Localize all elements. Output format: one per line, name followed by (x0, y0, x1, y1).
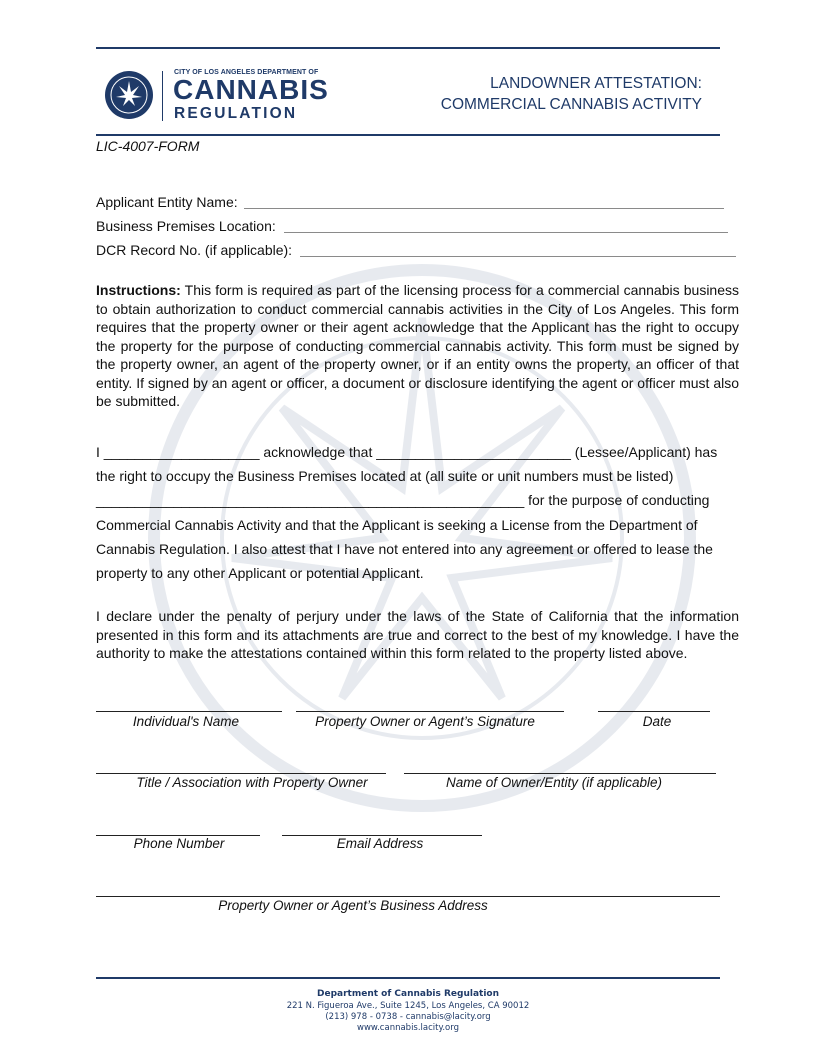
owner-entity-name-label: Name of Owner/Entity (if applicable) (445, 775, 663, 790)
dcr-record-no-field[interactable] (300, 256, 736, 257)
applicant-entity-name-field[interactable] (244, 208, 724, 209)
owner-entity-name-line[interactable] (404, 773, 716, 774)
instructions-text: This form is required as part of the licensing process for a commercial cannabis business to obtain authorization to conduct commercial cannabis activities in the City of Los Angeles. This form requires that the property owner or their agent acknowledge that the Applicant has the right to occupy the property for the purpose of conducting commercial cannabis activity. This form must be signed by the property owner, an agent of the property owner, or if an entity owns the property, an officer of that entity. If signed by an agent or officer, a document or disclosure identifying the agent or officer must also be submitted. (96, 282, 739, 409)
instructions-paragraph (96, 281, 739, 411)
attestation-line: the right to occupy the Business Premises located at (all suite or unit numbers must be listed) (96, 468, 674, 484)
logo-divider (162, 71, 163, 121)
logo-org-regulation: REGULATION (174, 105, 298, 122)
title-association-line[interactable] (96, 773, 386, 774)
owner-signature-label: Property Owner or Agent’s Signature (315, 714, 535, 729)
footer-website[interactable]: www.cannabis.lacity.org (357, 1023, 459, 1033)
attestation-line: Commercial Cannabis Activity and that the Applicant is seeking a License from the Department of (96, 517, 698, 533)
header-bottom-rule (96, 134, 720, 136)
footer-address: 221 N. Figueroa Ave., Suite 1245, Los Angeles, CA 90012 (286, 1001, 530, 1011)
attestation-line[interactable]: _______________________________________________________ for the purpose of conducting (96, 492, 710, 508)
logo-org-small: CITY OF LOS ANGELES DEPARTMENT OF (174, 69, 319, 76)
business-address-label: Property Owner or Agent’s Business Address (218, 898, 488, 913)
footer-contact: (213) 978 - 0738 - cannabis@lacity.org (325, 1012, 491, 1022)
declaration-paragraph: I declare under the penalty of perjury under the laws of the State of California that the information presented in this form and its attachments are true and correct to the best of my knowledge. I have the authority to make the attestations contained within this form related to the property listed above. (96, 608, 739, 661)
owner-signature-line[interactable] (296, 711, 564, 712)
phone-label: Phone Number (133, 836, 225, 851)
email-label: Email Address (336, 836, 424, 851)
business-premises-location-field[interactable] (284, 232, 728, 233)
footer-rule (96, 977, 720, 979)
business-address-line[interactable] (96, 896, 720, 897)
dcr-seal-logo (104, 70, 154, 120)
logo-org-name: CANNABIS (173, 74, 329, 105)
date-label: Date (642, 714, 672, 729)
dcr-record-no-label: DCR Record No. (if applicable): (96, 242, 293, 258)
title-association-label: Title / Association with Property Owner (136, 775, 368, 790)
applicant-entity-name-label: Applicant Entity Name: (96, 194, 238, 210)
form-id: LIC-4007-FORM (96, 138, 200, 154)
instructions-label: Instructions: (96, 282, 181, 298)
individual-name-line[interactable] (96, 711, 282, 712)
footer-dept: Department of Cannabis Regulation (317, 989, 499, 999)
attestation-line: Cannabis Regulation. I also attest that I have not entered into any agreement or offered to lease the (96, 541, 713, 557)
business-premises-location-label: Business Premises Location: (96, 218, 276, 234)
header-top-rule (96, 47, 720, 49)
attestation-line[interactable]: I ____________________ acknowledge that _________________________ (Lessee/Applicant) has (96, 444, 718, 460)
date-line[interactable] (598, 711, 710, 712)
form-title-line2: COMMERCIAL CANNABIS ACTIVITY (440, 96, 702, 113)
form-title-line1: LANDOWNER ATTESTATION: (490, 75, 702, 92)
attestation-line: property to any other Applicant or potential Applicant. (96, 565, 424, 581)
individual-name-label: Individual's Name (132, 714, 240, 729)
